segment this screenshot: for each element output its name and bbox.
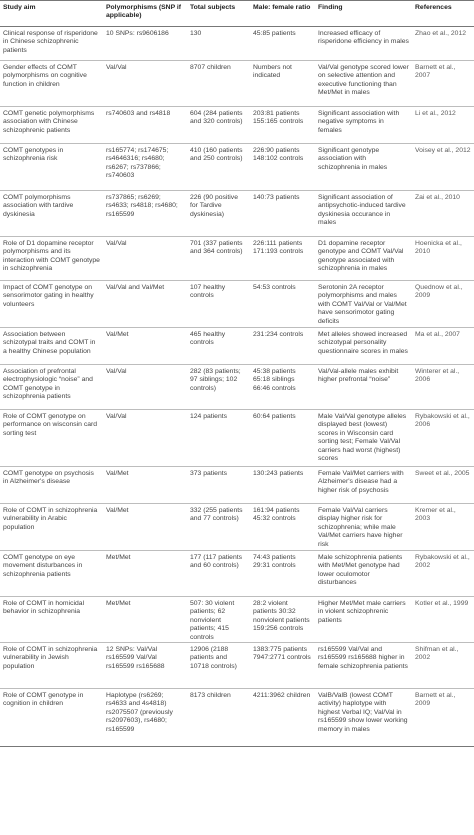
- cell-reference: Ma et al., 2007: [412, 328, 474, 365]
- header-row: [0, 1, 474, 27]
- table-row: [0, 643, 474, 689]
- cell-total-subjects: 8173 children: [187, 689, 250, 747]
- cell-total-subjects: 507: 30 violent patients; 62 nonviolent patients; 415 controls: [187, 597, 250, 643]
- cell-reference: Barnett et al., 2007: [412, 61, 474, 107]
- cell-polymorphisms: Met/Met: [103, 597, 187, 643]
- table-row: [0, 281, 474, 328]
- cell-total-subjects: 8707 children: [187, 61, 250, 107]
- cell-polymorphisms: 10 SNPs: rs9606186: [103, 27, 187, 61]
- cell-polymorphisms: Val/Met: [103, 328, 187, 365]
- cell-study-aim: Role of COMT in schizophrenia vulnerability in Arabic population: [0, 504, 103, 551]
- cell-finding: Male schizophrenia patients with Met/Met genotype had lower oculomotor disturbances: [315, 551, 412, 597]
- cell-total-subjects: 332 (255 patients and 77 controls): [187, 504, 250, 551]
- cell-total-subjects: 373 patients: [187, 467, 250, 504]
- cell-reference: Rybakowski et al., 2006: [412, 410, 474, 467]
- cell-finding: Higher Met/Met male carriers in violent schizophrenic patients: [315, 597, 412, 643]
- cell-ratio: 60:64 patients: [250, 410, 315, 467]
- cell-finding: Male Val/Val genotype alleles displayed best (lowest) scores in Wisconsin card sorting test; Female Val/Val carriers had worst (highest) scores: [315, 410, 412, 467]
- table-row: [0, 191, 474, 237]
- cell-study-aim: Role of COMT in schizophrenia vulnerability in Jewish population: [0, 643, 103, 689]
- cell-reference: Shifman et al., 2002: [412, 643, 474, 689]
- table-row: [0, 551, 474, 597]
- cell-study-aim: COMT polymorphisms association with tardive dyskinesia: [0, 191, 103, 237]
- cell-ratio: 231:234 controls: [250, 328, 315, 365]
- cell-reference: Quednow et al., 2009: [412, 281, 474, 328]
- cell-study-aim: COMT genotype on psychosis in Alzheimer's disease: [0, 467, 103, 504]
- cell-total-subjects: 282 (83 patients; 97 siblings; 102 controls): [187, 365, 250, 410]
- table-row: [0, 144, 474, 191]
- cell-ratio: 45:38 patients 65:18 siblings 66:46 controls: [250, 365, 315, 410]
- cell-study-aim: Role of D1 dopamine receptor polymorphisms and its interaction with COMT genotype in schizophrenia: [0, 237, 103, 281]
- cell-polymorphisms: Val/Met: [103, 467, 187, 504]
- cell-study-aim: Gender effects of COMT polymorphisms on cognitive function in children: [0, 61, 103, 107]
- cell-polymorphisms: Val/Val and Val/Met: [103, 281, 187, 328]
- cell-total-subjects: 130: [187, 27, 250, 61]
- cell-reference: Li et al., 2012: [412, 107, 474, 144]
- header-total-subjects: Total subjects: [187, 1, 250, 27]
- cell-reference: Sweet et al., 2005: [412, 467, 474, 504]
- cell-polymorphisms: Val/Val: [103, 61, 187, 107]
- cell-finding: Female Val/Val carriers display higher risk for schizophrenia; while male Val/Met carriers have higher risk: [315, 504, 412, 551]
- cell-polymorphisms: Val/Val: [103, 237, 187, 281]
- cell-polymorphisms: rs165774; rs174675; rs4646316; rs4680; rs6267; rs737866; rs740603: [103, 144, 187, 191]
- header-finding: Finding: [315, 1, 412, 27]
- table-row: [0, 328, 474, 365]
- cell-total-subjects: 604 (284 patients and 320 controls): [187, 107, 250, 144]
- cell-polymorphisms: rs740603 and rs4818: [103, 107, 187, 144]
- cell-total-subjects: 12906 (2188 patients and 10718 controls): [187, 643, 250, 689]
- cell-study-aim: Role of COMT in homicidal behavior in schizophrenia: [0, 597, 103, 643]
- cell-study-aim: Role of COMT genotype on performance on wisconsin card sorting test: [0, 410, 103, 467]
- cell-finding: Female Val/Met carriers with Alzheimer's disease had a higher risk of psychosis: [315, 467, 412, 504]
- cell-polymorphisms: Haplotype (rs6269; rs4633 and 4s4818) rs2075507 (previously rs2097603), rs4680; rs165599: [103, 689, 187, 747]
- cell-reference: Barnett et al., 2009: [412, 689, 474, 747]
- cell-study-aim: Association of prefrontal electrophysiologic “noise” and COMT genotype in schizophrenia patients: [0, 365, 103, 410]
- cell-ratio: 140:73 patients: [250, 191, 315, 237]
- cell-finding: Val/Val genotype scored lower on selective attention and executive functioning than Met/Met in males: [315, 61, 412, 107]
- cell-polymorphisms: Val/Val: [103, 410, 187, 467]
- table-header: [0, 1, 474, 27]
- cell-ratio: 1383:775 patients 7947:2771 controls: [250, 643, 315, 689]
- cell-finding: Significant association with negative symptoms in females: [315, 107, 412, 144]
- cell-ratio: 203:81 patients 155:165 controls: [250, 107, 315, 144]
- cell-study-aim: Association between schizotypal traits and COMT in a healthy Chinese population: [0, 328, 103, 365]
- table-row: [0, 107, 474, 144]
- cell-study-aim: COMT genetic polymorphisms association with Chinese schizophrenic patients: [0, 107, 103, 144]
- cell-study-aim: Clinical response of risperidone in Chinese schizophrenic patients: [0, 27, 103, 61]
- cell-ratio: Numbers not indicated: [250, 61, 315, 107]
- cell-ratio: 54:53 controls: [250, 281, 315, 328]
- cell-total-subjects: 465 healthy controls: [187, 328, 250, 365]
- cell-study-aim: COMT genotype on eye movement disturbances in schizophrenia patients: [0, 551, 103, 597]
- cell-ratio: 28:2 violent patients 30:32 nonviolent patients 159:256 controls: [250, 597, 315, 643]
- cell-ratio: 74:43 patients 29:31 controls: [250, 551, 315, 597]
- cell-reference: Voisey et al., 2012: [412, 144, 474, 191]
- cell-finding: D1 dopamine receptor genotype and COMT Val/Val genotype associated with schizophrenia in males: [315, 237, 412, 281]
- cell-study-aim: Role of COMT genotype in cognition in children: [0, 689, 103, 747]
- cell-ratio: 226:111 patients 171:193 controls: [250, 237, 315, 281]
- table-row: [0, 61, 474, 107]
- cell-polymorphisms: rs737865; rs6269; rs4633; rs4818; rs4680; rs165599: [103, 191, 187, 237]
- cell-polymorphisms: Val/Met: [103, 504, 187, 551]
- cell-finding: Significant association of antipsychotic-induced tardive dyskinesia occurance in males: [315, 191, 412, 237]
- table-row: [0, 237, 474, 281]
- cell-reference: Hoenicka et al., 2010: [412, 237, 474, 281]
- cell-reference: Winterer et al., 2006: [412, 365, 474, 410]
- header-male-female-ratio: Male: female ratio: [250, 1, 315, 27]
- cell-finding: Increased efficacy of risperidone efficiency in males: [315, 27, 412, 61]
- table-row: [0, 410, 474, 467]
- table-row: [0, 504, 474, 551]
- cell-total-subjects: 701 (337 patients and 364 controls): [187, 237, 250, 281]
- cell-polymorphisms: Val/Val: [103, 365, 187, 410]
- table-row: [0, 467, 474, 504]
- cell-polymorphisms: Met/Met: [103, 551, 187, 597]
- header-polymorphisms: Polymorphisms (SNP if applicable): [103, 1, 187, 27]
- cell-finding: Val/Val-allele males exhibit higher prefrontal “noise”: [315, 365, 412, 410]
- cell-study-aim: COMT genotypes in schizophrenia risk: [0, 144, 103, 191]
- table-row: [0, 27, 474, 61]
- cell-polymorphisms: 12 SNPs: Val/Val rs165599 Val/Val rs165599 rs165688: [103, 643, 187, 689]
- cell-reference: Zai et al., 2010: [412, 191, 474, 237]
- cell-reference: Zhao et al., 2012: [412, 27, 474, 61]
- cell-reference: Kremer et al., 2003: [412, 504, 474, 551]
- table-row: [0, 365, 474, 410]
- cell-total-subjects: 177 (117 patients and 60 controls): [187, 551, 250, 597]
- table-row: [0, 689, 474, 747]
- cell-total-subjects: 226 (90 positive for Tardive dyskinesia): [187, 191, 250, 237]
- cell-finding: Met alleles showed increased schizotypal personality questionnaire scores in males: [315, 328, 412, 365]
- cell-finding: Serotonin 2A receptor polymorphisms and males with COMT Val/Val or Val/Met have sensorimotor gating deficits: [315, 281, 412, 328]
- header-references: References: [412, 1, 474, 27]
- cell-ratio: 161:94 patients 45:32 controls: [250, 504, 315, 551]
- cell-study-aim: Impact of COMT genotype on sensorimotor gating in healthy volunteers: [0, 281, 103, 328]
- cell-total-subjects: 124 patients: [187, 410, 250, 467]
- cell-reference: Rybakowski et al., 2002: [412, 551, 474, 597]
- cell-finding: Significant genotype association with schizophrenia in males: [315, 144, 412, 191]
- cell-total-subjects: 410 (160 patients and 250 controls): [187, 144, 250, 191]
- cell-finding: rs165599 Val/Val and rs165599 rs165688 higher in female schizophrenia patients: [315, 643, 412, 689]
- cell-ratio: 130:243 patients: [250, 467, 315, 504]
- cell-total-subjects: 107 healthy controls: [187, 281, 250, 328]
- cell-ratio: 4211:3962 children: [250, 689, 315, 747]
- table-row: [0, 597, 474, 643]
- cell-finding: ValB/ValB (lowest COMT activity) haplotype with highest Verbal IQ; Val/Val in rs165599 show lower working memory in males: [315, 689, 412, 747]
- cell-ratio: 226:90 patients 148:102 controls: [250, 144, 315, 191]
- header-study-aim: Study aim: [0, 1, 103, 27]
- cell-ratio: 45:85 patients: [250, 27, 315, 61]
- cell-reference: Kotler et al., 1999: [412, 597, 474, 643]
- table-body: [0, 27, 474, 747]
